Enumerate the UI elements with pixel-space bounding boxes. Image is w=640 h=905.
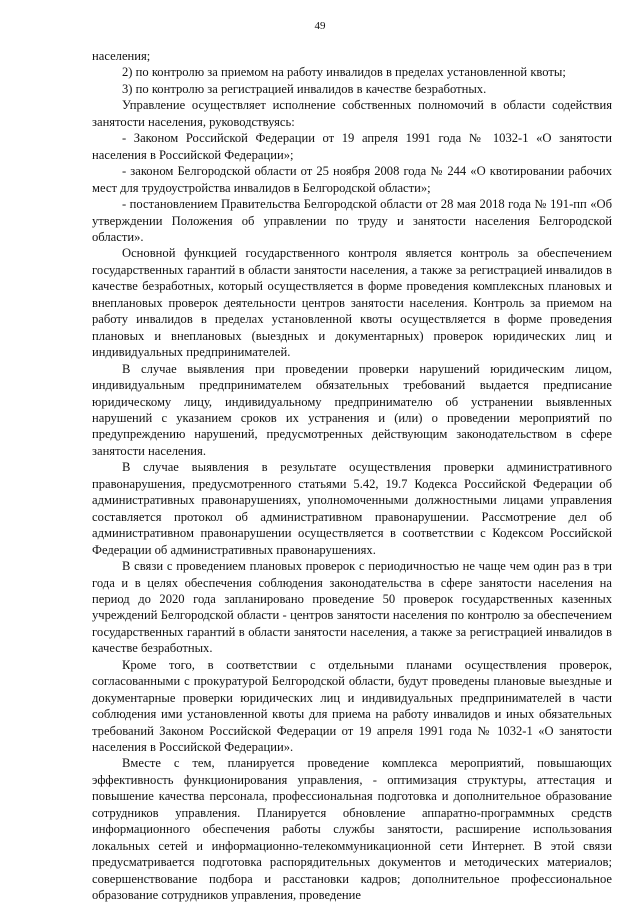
paragraph: В случае выявления при проведении проверки нарушений юридическим лицом, индивидуальным предпринимателем обязательных требований выдается предписание юридическому лицу, индивидуальному предпринимателю об устранении выявленных нарушений с указанием сроков их устранения и (или) о проведении мероприятий по предупреждению нарушений, предусмотренных действующим законодательством в сфере занятости населения. [92, 361, 612, 458]
page-number: 49 [314, 20, 326, 32]
paragraph: В случае выявления в результате осуществления проверки административного правонарушения, предусмотренного статьями 5.42, 19.7 Кодекса Российской Федерации об административных правонарушениях, уполномоченными должностными лицами управления составляется протокол об административном правонарушении. Рассмотрение дел об административном правонарушении осуществляется в соответствии с Кодексом Российской Федерации об административных правонарушениях. [92, 460, 612, 557]
paragraph: - законом Белгородской области от 25 ноября 2008 года № 244 «О квотировании рабочих мест для трудоустройства инвалидов в Белгородской области»; [92, 164, 612, 195]
paragraph: 3) по контролю за регистрацией инвалидов в качестве безработных. [122, 81, 487, 96]
paragraph: Управление осуществляет исполнение собственных полномочий в области содействия занятости населения, руководствуясь: [92, 98, 612, 129]
paragraph: - Законом Российской Федерации от 19 апреля 1991 года № 1032-1 «О занятости населения в Российской Федерации»; [92, 131, 612, 162]
paragraph: 2) по контролю за приемом на работу инвалидов в пределах установленной квоты; [122, 65, 566, 80]
document-body [92, 48, 612, 904]
paragraph: Вместе с тем, планируется проведение комплекса мероприятий, повышающих эффективность функционирования управления, - оптимизация структуры, аттестация и повышение качества персонала, профессиональная подготовка и дополнительное образование сотрудников управления. Планируется обновление аппаратно-программных средств информационного обеспечения работы службы занятости, расширение использования локальных сетей и информационно-телекоммуникационной сети Интернет. В этой связи предусматривается подготовка распорядительных документов и методических материалов; совершенствование подбора и расстановки кадров; дополнительное профессиональное образование сотрудников управления, проведение [92, 756, 612, 903]
paragraph: - постановлением Правительства Белгородской области от 28 мая 2018 года № 191-пп «Об утверждении Положения об управлении по труду и занятости населения Белгородской области». [92, 197, 612, 244]
paragraph: населения; [92, 49, 151, 63]
paragraph: Кроме того, в соответствии с отдельными планами осуществления проверок, согласованными с прокуратурой Белгородской области, будут проведены плановые выездные и документарные проверки юридических лиц и индивидуальных предпринимателей в части соблюдения ими установленной квоты для приема на работу инвалидов и иных обязательных требований Законом Российской Федерации от 19 апреля 1991 года № 1032-1 «О занятости населения в Российской Федерации». [92, 657, 612, 755]
paragraph: В связи с проведением плановых проверок с периодичностью не чаще чем один раз в три года и в целях обеспечения соблюдения законодательства в сфере занятости населения на период до 2020 года запланировано проведение 50 проверок государственных казенных учреждений Белгородской области - центров занятости населения по контролю за обеспечением государственных гарантий в области занятости населения, а также за регистрацией инвалидов в качестве безработных. [92, 559, 612, 656]
paragraph: Основной функцией государственного контроля является контроль за обеспечением государственных гарантий в области занятости населения, а также за регистрацией инвалидов в качестве безработных, который осуществляется в форме проведения комплексных плановых и внеплановых проверок деятельности центров занятости населения. Контроль за приемом на работу инвалидов в пределах установленной квоты осуществляется в форме проведения плановых и внеплановых (выездных и документарных) проверок юридических лиц и индивидуальных предпринимателей. [92, 246, 612, 360]
